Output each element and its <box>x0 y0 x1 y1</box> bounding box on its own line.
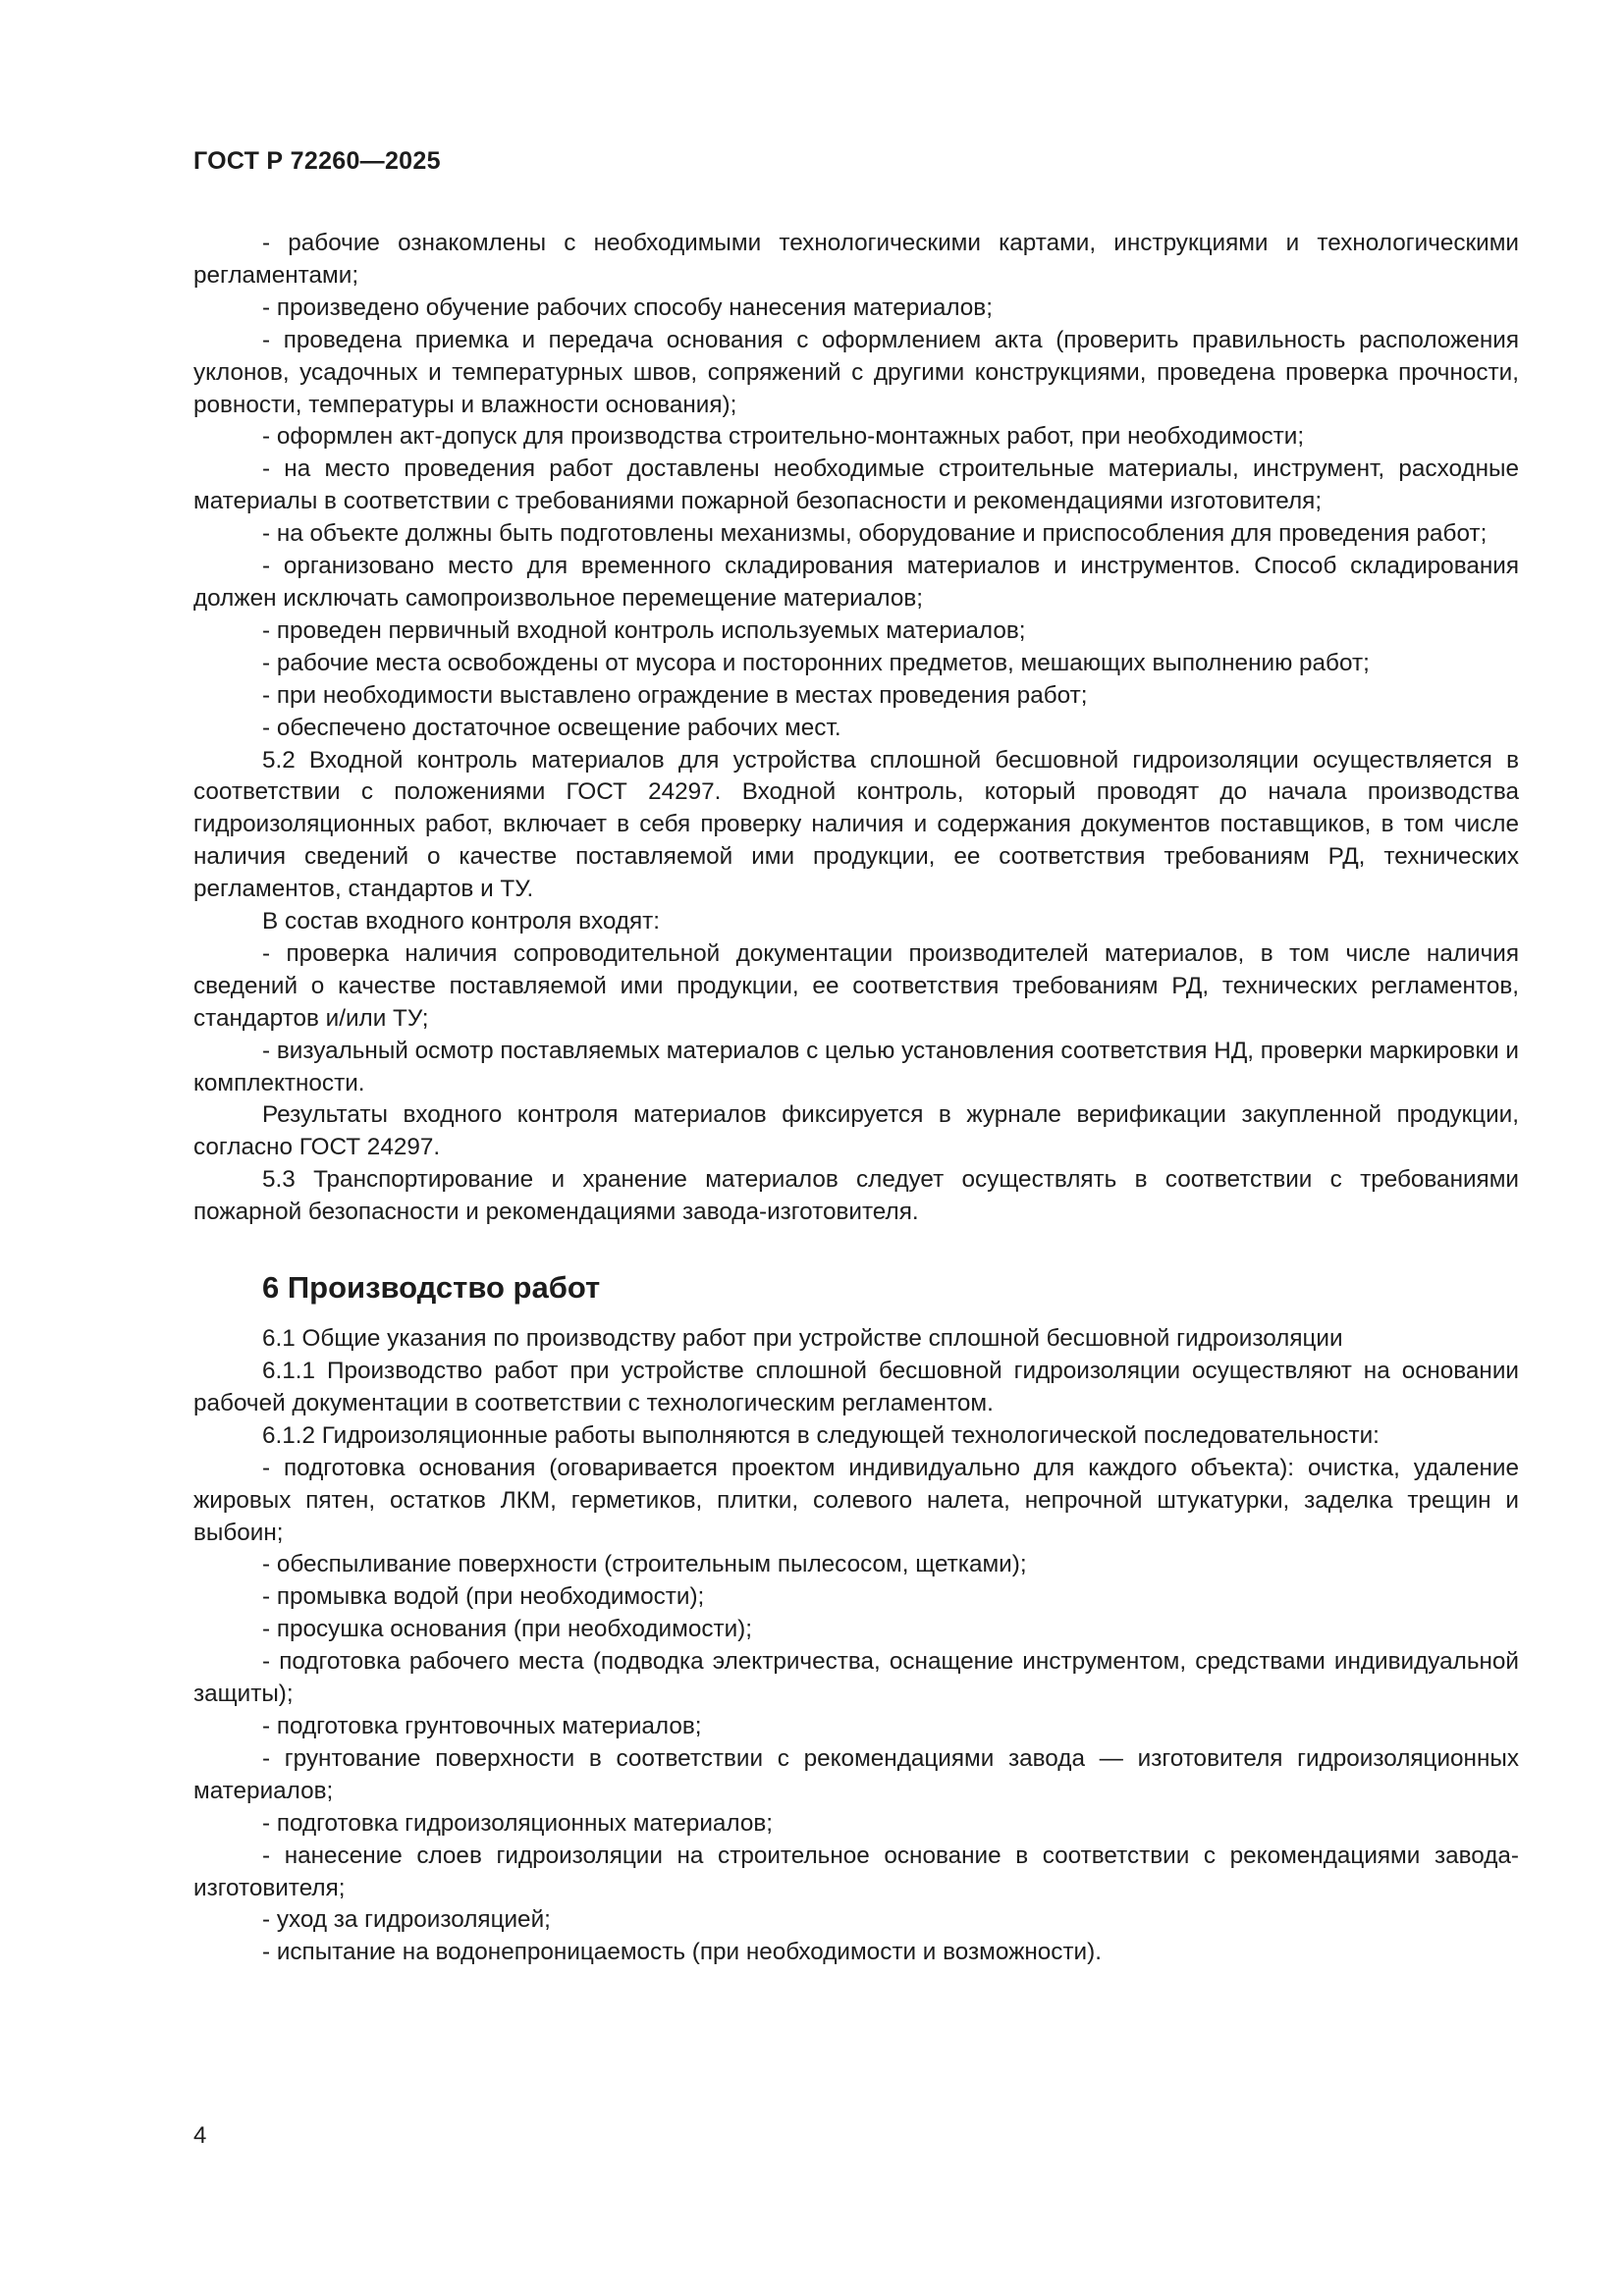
paragraph: В состав входного контроля входят: <box>262 908 661 935</box>
paragraph: - обеспыливание поверхности (строительным пылесосом, щетками); <box>262 1551 1027 1578</box>
paragraph: - подготовка гидроизоляционных материалов; <box>262 1809 774 1837</box>
paragraph: - проверка наличия сопроводительной документации производителей материалов, в том числе наличия сведений о качестве поставляемой ими продукции, ее соответствия требованиям РД, технических регламентов, стандартов и/или ТУ; <box>193 939 1519 1032</box>
paragraph: - на объекте должны быть подготовлены механизмы, оборудование и приспособления для проведения работ; <box>262 520 1488 548</box>
paragraph: 5.3 Транспортирование и хранение материалов следует осуществлять в соответствии с требованиями пожарной безопасности и рекомендациями завода-изготовителя. <box>193 1166 1519 1226</box>
paragraph: - организовано место для временного складирования материалов и инструментов. Способ складирования должен исключать самопроизвольное перемещение материалов; <box>193 553 1519 612</box>
paragraph: - проведен первичный входной контроль используемых материалов; <box>262 616 1026 644</box>
paragraph: 6.1 Общие указания по производству работ при устройстве сплошной бесшовной гидроизоляции <box>262 1325 1343 1353</box>
paragraph: - на место проведения работ доставлены необходимые строительные материалы, инструмент, расходные материалы в соответствии с требованиями пожарной безопасности и рекомендациями изготовителя; <box>193 455 1519 515</box>
paragraph: - проведена приемка и передача основания с оформлением акта (проверить правильность расположения уклонов, усадочных и температурных швов, сопряжений с другими конструкциями, проведена проверка прочности, ровности, температуры и влажности основания); <box>193 326 1519 418</box>
paragraph: - промывка водой (при необходимости); <box>262 1583 705 1611</box>
document-header: ГОСТ Р 72260—2025 <box>193 147 441 175</box>
paragraph: 5.2 Входной контроль материалов для устройства сплошной бесшовной гидроизоляции осуществляется в соответствии с положениями ГОСТ 24297. Входной контроль, который проводят до начала производства гидроизоляционных работ, включает в себя проверку наличия и содержания документов поставщиков, в том числе наличия сведений о качестве поставляемой ими продукции, ее соответствия требованиям РД, технических регламентов, стандартов и ТУ. <box>193 746 1519 903</box>
paragraph: - уход за гидроизоляцией; <box>262 1906 551 1934</box>
paragraph: 6.1.1 Производство работ при устройстве сплошной бесшовной гидроизоляции осуществляют на основании рабочей документации в соответствии с технологическим регламентом. <box>193 1358 1519 1416</box>
paragraph: - грунтование поверхности в соответствии с рекомендациями завода — изготовителя гидроизоляционных материалов; <box>193 1744 1519 1804</box>
section-heading: 6 Производство работ <box>262 1270 601 1306</box>
paragraph: - рабочие ознакомлены с необходимыми технологическими картами, инструкциями и технологическими регламентами; <box>193 230 1519 289</box>
paragraph: - оформлен акт-допуск для производства строительно-монтажных работ, при необходимости; <box>262 423 1305 451</box>
paragraph: - рабочие места освобождены от мусора и посторонних предметов, мешающих выполнению работ; <box>262 649 1370 676</box>
document-body <box>193 228 1519 1969</box>
paragraph: Результаты входного контроля материалов фиксируется в журнале верификации закупленной продукции, согласно ГОСТ 24297. <box>193 1101 1519 1161</box>
paragraph: - нанесение слоев гидроизоляции на строительное основание в соответствии с рекомендациями завода-изготовителя; <box>193 1842 1519 1901</box>
page-number: 4 <box>193 2122 207 2149</box>
paragraph: - визуальный осмотр поставляемых материалов с целью установления соответствия НД, проверки маркировки и комплектности. <box>193 1037 1519 1096</box>
paragraph: 6.1.2 Гидроизоляционные работы выполняются в следующей технологической последовательности: <box>262 1421 1380 1449</box>
paragraph: - подготовка рабочего места (подводка электричества, оснащение инструментом, средствами индивидуальной защиты); <box>193 1648 1519 1708</box>
paragraph: - произведено обучение рабочих способу нанесения материалов; <box>262 294 993 321</box>
paragraph: - испытание на водонепроницаемость (при необходимости и возможности). <box>262 1939 1102 1966</box>
paragraph: - обеспечено достаточное освещение рабочих мест. <box>262 714 841 741</box>
paragraph: - подготовка грунтовочных материалов; <box>262 1712 702 1739</box>
paragraph: - просушка основания (при необходимости); <box>262 1616 753 1643</box>
paragraph: - подготовка основания (оговаривается проектом индивидуально для каждого объекта): очистка, удаление жировых пятен, остатков ЛКМ, герметиков, плитки, солевого налета, непрочной штукатурки, заделка трещин и выбоин; <box>193 1454 1519 1546</box>
paragraph: - при необходимости выставлено ограждение в местах проведения работ; <box>262 681 1088 709</box>
